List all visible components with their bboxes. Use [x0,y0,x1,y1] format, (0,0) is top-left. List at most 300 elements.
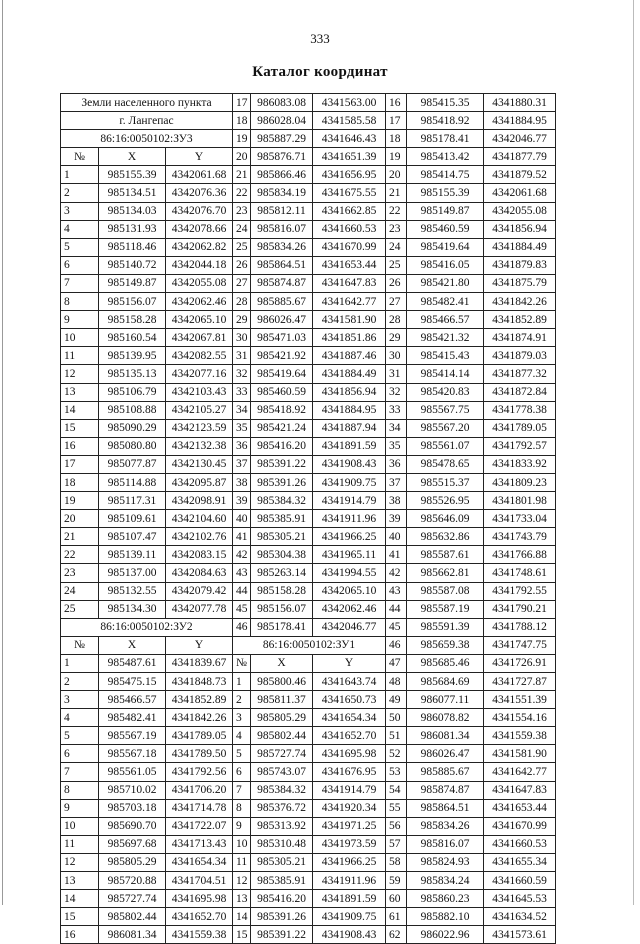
zu3-cont-point-number: 22 [233,184,251,202]
zu3-cont-point-y: 4341585.58 [313,112,386,130]
col3-point-number: 31 [386,365,407,383]
zu3-point-y: 4342062.82 [166,238,233,256]
col3-point-y: 4341833.92 [484,455,556,473]
zu1-point-number: 5 [233,745,251,763]
zu3-point-x: 985106.79 [99,383,166,401]
table-row [61,112,556,130]
col3-point-y: 4341877.32 [484,365,556,383]
zu1-point-y: 4341973.59 [313,835,386,853]
zu2-point-y: 4341559.38 [166,926,233,944]
table-row [61,673,556,691]
table-row [61,546,556,564]
col3-point-x: 985864.51 [407,799,484,817]
table-row [61,745,556,763]
zu2-point-x: 985482.41 [99,709,166,727]
col3-point-number: 32 [386,383,407,401]
col3-point-y: 4341852.89 [484,311,556,329]
table-row [61,473,556,491]
coordinates-table-body [61,94,556,944]
zu3-point-x: 985158.28 [99,311,166,329]
zu3-cont-point-number: 19 [233,130,251,148]
col3-point-x: 985824.93 [407,853,484,871]
zu1-point-number: 1 [233,673,251,691]
col3-point-y: 4341788.12 [484,618,556,636]
zu2-point-x: 985720.88 [99,872,166,890]
zu3-point-x: 985160.54 [99,329,166,347]
zu3-cont-point-x: 985421.92 [251,347,313,365]
table-row [61,781,556,799]
zu3-cont-point-x: 985834.26 [251,238,313,256]
col3-point-number: 19 [386,148,407,166]
zu3-cont-point-y: 4341563.00 [313,94,386,112]
zu2-point-number: 3 [61,691,99,709]
zu2-point-x: 985710.02 [99,781,166,799]
table-row [61,510,556,528]
table-row [61,293,556,311]
zu3-point-number: 14 [61,401,99,419]
col3-point-x: 985587.08 [407,582,484,600]
zu3-point-x: 985131.93 [99,220,166,238]
col3-point-y: 4341642.77 [484,763,556,781]
column-header-number: № [61,148,99,166]
zu3-cont-point-number: 26 [233,256,251,274]
zu3-point-number: 18 [61,473,99,491]
col3-point-y: 4341778.38 [484,401,556,419]
col3-point-number: 62 [386,926,407,944]
zu3-cont-point-number: 31 [233,347,251,365]
zu3-point-y: 4342130.45 [166,455,233,473]
col3-point-x: 986077.11 [407,691,484,709]
col3-point-number: 47 [386,654,407,672]
zu3-cont-point-x: 985816.07 [251,220,313,238]
col3-point-y: 4341554.16 [484,709,556,727]
zu3-point-x: 985139.11 [99,546,166,564]
zu3-point-x: 985135.13 [99,365,166,383]
col3-point-y: 4341733.04 [484,510,556,528]
zu3-cont-point-y: 4341670.99 [313,238,386,256]
zu2-point-x: 985487.61 [99,654,166,672]
zu2-point-x: 985567.19 [99,727,166,745]
zu3-point-number: 3 [61,202,99,220]
zu2-point-x: 985703.18 [99,799,166,817]
zu3-cont-point-number: 30 [233,329,251,347]
zu2-point-number: 13 [61,872,99,890]
col3-point-x: 985419.64 [407,238,484,256]
zu1-point-y: 4341643.74 [313,673,386,691]
zu1-point-y: 4341971.25 [313,817,386,835]
zu3-point-x: 985080.80 [99,437,166,455]
col3-point-y: 4341884.95 [484,112,556,130]
zu3-point-number: 4 [61,220,99,238]
zu3-cont-point-number: 33 [233,383,251,401]
col3-point-x: 985646.09 [407,510,484,528]
zu3-point-number: 6 [61,256,99,274]
table-row [61,727,556,745]
zu3-cont-point-number: 35 [233,419,251,437]
table-row [61,347,556,365]
table-row [61,636,556,654]
zu3-point-y: 4342103.43 [166,383,233,401]
table-row [61,582,556,600]
zu3-cont-point-x: 985834.19 [251,184,313,202]
zu2-section-header: 86:16:0050102:ЗУ2 [61,618,233,636]
zu1-point-y: 4341920.34 [313,799,386,817]
page-title: Каталог координат [252,64,388,80]
zu3-cont-point-y: 4341656.95 [313,166,386,184]
zu3-cont-point-y: 4341994.55 [313,564,386,582]
col3-point-y: 4341743.79 [484,528,556,546]
col3-point-number: 28 [386,311,407,329]
zu2-point-number: 1 [61,654,99,672]
zu2-point-number: 11 [61,835,99,853]
col3-point-number: 40 [386,528,407,546]
zu2-point-y: 4341714.78 [166,799,233,817]
zu1-point-y: 4341966.25 [313,853,386,871]
table-row [61,202,556,220]
zu2-point-y: 4341695.98 [166,890,233,908]
table-row [61,184,556,202]
col3-point-y: 4341792.55 [484,582,556,600]
col3-point-x: 985632.86 [407,528,484,546]
zu2-point-x: 986081.34 [99,926,166,944]
col3-point-y: 4342046.77 [484,130,556,148]
col3-point-x: 985482.41 [407,293,484,311]
col3-point-x: 985416.05 [407,256,484,274]
column-header-y: Y [166,636,233,654]
zu2-point-x: 985475.15 [99,673,166,691]
col3-point-x: 985874.87 [407,781,484,799]
column-header-y: Y [313,654,386,672]
zu3-cont-point-y: 4341887.46 [313,347,386,365]
zu2-point-y: 4341722.07 [166,817,233,835]
zu3-point-number: 23 [61,564,99,582]
zu3-cont-point-x: 985178.41 [251,618,313,636]
col3-point-x: 986022.96 [407,926,484,944]
zu3-point-x: 985134.30 [99,600,166,618]
col3-point-x: 985662.81 [407,564,484,582]
col3-point-y: 4341856.94 [484,220,556,238]
zu1-point-number: 10 [233,835,251,853]
zu3-point-number: 5 [61,238,99,256]
zu3-point-number: 24 [61,582,99,600]
zu3-point-y: 4342055.08 [166,274,233,292]
col3-point-number: 39 [386,510,407,528]
col3-point-y: 4341877.79 [484,148,556,166]
zu3-point-y: 4342123.59 [166,419,233,437]
zu2-point-number: 8 [61,781,99,799]
zu3-point-number: 10 [61,329,99,347]
col3-point-number: 50 [386,709,407,727]
col3-point-x: 985149.87 [407,202,484,220]
zu3-cont-point-number: 42 [233,546,251,564]
zu3-cont-point-number: 27 [233,274,251,292]
col3-point-x: 985567.20 [407,419,484,437]
zu1-point-number: 3 [233,709,251,727]
col3-point-number: 27 [386,293,407,311]
col3-point-x: 985885.67 [407,763,484,781]
zu3-cont-point-number: 44 [233,582,251,600]
table-row [61,311,556,329]
zu1-point-number: 12 [233,872,251,890]
col3-point-y: 4341726.91 [484,654,556,672]
zu3-point-x: 985134.03 [99,202,166,220]
col3-point-x: 985415.43 [407,347,484,365]
zu3-cont-point-x: 985156.07 [251,600,313,618]
col3-point-x: 985587.61 [407,546,484,564]
table-row [61,166,556,184]
zu3-point-x: 985149.87 [99,274,166,292]
col3-point-y: 4341581.90 [484,745,556,763]
zu1-point-x: 985743.07 [251,763,313,781]
zu2-point-x: 985697.68 [99,835,166,853]
zu2-point-number: 2 [61,673,99,691]
column-header-x: X [99,148,166,166]
zu3-point-y: 4342105.27 [166,401,233,419]
zu3-cont-point-x: 985391.22 [251,455,313,473]
zu3-cont-point-number: 20 [233,148,251,166]
zu2-point-number: 9 [61,799,99,817]
zu3-point-x: 985132.55 [99,582,166,600]
zu3-cont-point-y: 4341914.79 [313,492,386,510]
col3-point-y: 4341634.52 [484,908,556,926]
zu3-point-y: 4342062.46 [166,293,233,311]
zu3-cont-point-x: 985866.46 [251,166,313,184]
col3-point-number: 37 [386,473,407,491]
col3-point-y: 4341872.84 [484,383,556,401]
zu1-point-y: 4341909.75 [313,908,386,926]
col3-point-y: 4341879.83 [484,256,556,274]
table-row [61,872,556,890]
zu3-point-y: 4342065.10 [166,311,233,329]
col3-point-number: 52 [386,745,407,763]
table-row [61,835,556,853]
zu3-cont-point-number: 43 [233,564,251,582]
table-row [61,419,556,437]
zu2-point-number: 16 [61,926,99,944]
zu1-point-number: 15 [233,926,251,944]
col3-point-y: 4341842.26 [484,293,556,311]
zu3-cont-point-x: 985418.92 [251,401,313,419]
land-category-header: Земли населенного пункта [61,94,233,112]
col3-point-y: 4341801.98 [484,492,556,510]
zu3-point-number: 17 [61,455,99,473]
zu3-point-x: 985090.29 [99,419,166,437]
col3-point-number: 33 [386,401,407,419]
zu3-point-y: 4342104.60 [166,510,233,528]
zu3-point-number: 20 [61,510,99,528]
zu2-point-y: 4341789.05 [166,727,233,745]
zu1-point-number: 7 [233,781,251,799]
zu3-cont-point-x: 985471.03 [251,329,313,347]
col3-point-y: 4341789.05 [484,419,556,437]
table-row [61,908,556,926]
zu3-cont-point-y: 4341662.85 [313,202,386,220]
zu1-point-number: 6 [233,763,251,781]
zu3-cont-point-number: 28 [233,293,251,311]
col3-point-number: 49 [386,691,407,709]
zu3-cont-point-x: 986028.04 [251,112,313,130]
zu2-point-y: 4341792.56 [166,763,233,781]
col3-point-x: 985413.42 [407,148,484,166]
zu3-cont-point-y: 4341675.55 [313,184,386,202]
col3-point-number: 36 [386,455,407,473]
zu3-point-y: 4342084.63 [166,564,233,582]
zu1-point-number: 14 [233,908,251,926]
col3-point-y: 4341645.53 [484,890,556,908]
zu1-point-x: 985391.22 [251,926,313,944]
table-row [61,401,556,419]
table-row [61,148,556,166]
table-row [61,492,556,510]
col3-point-number: 54 [386,781,407,799]
zu1-point-y: 4341676.95 [313,763,386,781]
zu3-point-number: 13 [61,383,99,401]
col3-point-x: 985882.10 [407,908,484,926]
zu3-cont-point-number: 45 [233,600,251,618]
col3-point-number: 16 [386,94,407,112]
col3-point-number: 38 [386,492,407,510]
zu1-point-number: 4 [233,727,251,745]
zu3-point-y: 4342095.87 [166,473,233,491]
col3-point-x: 985591.39 [407,618,484,636]
table-row [61,365,556,383]
zu3-cont-point-x: 985876.71 [251,148,313,166]
table-row [61,256,556,274]
table-row [61,528,556,546]
zu2-point-number: 15 [61,908,99,926]
zu3-cont-point-y: 4342046.77 [313,618,386,636]
zu3-point-y: 4342098.91 [166,492,233,510]
table-row [61,799,556,817]
zu3-cont-point-x: 985887.29 [251,130,313,148]
zu3-point-x: 985156.07 [99,293,166,311]
zu3-cont-point-x: 985421.24 [251,419,313,437]
col3-point-number: 41 [386,546,407,564]
zu3-cont-point-x: 985874.87 [251,274,313,292]
zu3-point-number: 9 [61,311,99,329]
zu1-point-y: 4341891.59 [313,890,386,908]
col3-point-number: 61 [386,908,407,926]
col3-point-number: 46 [386,636,407,654]
zu3-cont-point-y: 4341911.96 [313,510,386,528]
zu1-point-number: 11 [233,853,251,871]
col3-point-x: 985421.80 [407,274,484,292]
zu3-point-x: 985137.00 [99,564,166,582]
zu2-point-x: 985805.29 [99,853,166,871]
col3-point-number: 45 [386,618,407,636]
zu3-cont-point-number: 46 [233,618,251,636]
table-row [61,763,556,781]
zu3-cont-point-number: 39 [233,492,251,510]
zu2-point-number: 10 [61,817,99,835]
zu3-cont-point-x: 985158.28 [251,582,313,600]
zu3-cont-point-y: 4341966.25 [313,528,386,546]
col3-point-x: 985816.07 [407,835,484,853]
zu2-point-x: 985561.05 [99,763,166,781]
zu3-cont-point-number: 24 [233,220,251,238]
zu3-point-x: 985108.88 [99,401,166,419]
col3-point-x: 985414.14 [407,365,484,383]
zu3-cont-point-number: 21 [233,166,251,184]
zu3-point-y: 4342132.38 [166,437,233,455]
table-row [61,238,556,256]
column-header-x: X [251,654,313,672]
zu3-cont-point-y: 4341660.53 [313,220,386,238]
col3-point-x: 985587.19 [407,600,484,618]
col3-point-number: 26 [386,274,407,292]
zu1-point-number: 9 [233,817,251,835]
table-row [61,220,556,238]
col3-point-y: 4341880.31 [484,94,556,112]
col3-point-y: 4341748.61 [484,564,556,582]
col3-point-x: 985659.38 [407,636,484,654]
col3-point-x: 985561.07 [407,437,484,455]
col3-point-number: 30 [386,347,407,365]
right-margin-line [633,0,634,905]
col3-point-y: 4342061.68 [484,184,556,202]
col3-point-y: 4341559.38 [484,727,556,745]
col3-point-x: 985155.39 [407,184,484,202]
zu3-cont-point-number: 37 [233,455,251,473]
col3-point-x: 985685.46 [407,654,484,672]
zu3-point-y: 4342067.81 [166,329,233,347]
zu1-point-x: 985727.74 [251,745,313,763]
zu3-point-number: 21 [61,528,99,546]
zu1-point-x: 985805.29 [251,709,313,727]
col3-point-y: 4341653.44 [484,799,556,817]
col3-point-number: 48 [386,673,407,691]
col3-point-number: 34 [386,419,407,437]
col3-point-x: 986078.82 [407,709,484,727]
zu1-point-x: 985313.92 [251,817,313,835]
col3-point-number: 20 [386,166,407,184]
zu3-cont-point-number: 18 [233,112,251,130]
zu1-point-x: 985305.21 [251,853,313,871]
zu3-point-y: 4342102.76 [166,528,233,546]
col3-point-y: 4341647.83 [484,781,556,799]
col3-point-number: 18 [386,130,407,148]
col3-point-y: 4341573.61 [484,926,556,944]
zu3-point-y: 4342083.15 [166,546,233,564]
zu1-point-x: 985385.91 [251,872,313,890]
zu3-cont-point-x: 985304.38 [251,546,313,564]
zu3-cont-point-x: 985391.26 [251,473,313,491]
col3-point-x: 985684.69 [407,673,484,691]
zu1-point-x: 985802.44 [251,727,313,745]
zu3-point-number: 8 [61,293,99,311]
table-row [61,600,556,618]
zu3-point-number: 7 [61,274,99,292]
zu3-cont-point-y: 4341909.75 [313,473,386,491]
zu3-point-x: 985139.95 [99,347,166,365]
zu3-point-number: 15 [61,419,99,437]
col3-point-x: 985478.65 [407,455,484,473]
col3-point-number: 22 [386,202,407,220]
zu3-cont-point-x: 985864.51 [251,256,313,274]
zu3-cont-point-x: 985460.59 [251,383,313,401]
col3-point-x: 985466.57 [407,311,484,329]
zu3-point-x: 985107.47 [99,528,166,546]
col3-point-number: 29 [386,329,407,347]
col3-point-x: 986026.47 [407,745,484,763]
zu3-point-y: 4342076.70 [166,202,233,220]
zu3-cont-point-x: 985812.11 [251,202,313,220]
zu3-point-x: 985118.46 [99,238,166,256]
zu3-point-number: 2 [61,184,99,202]
col3-point-y: 4341884.49 [484,238,556,256]
zu3-cont-point-number: 40 [233,510,251,528]
zu2-point-y: 4341652.70 [166,908,233,926]
